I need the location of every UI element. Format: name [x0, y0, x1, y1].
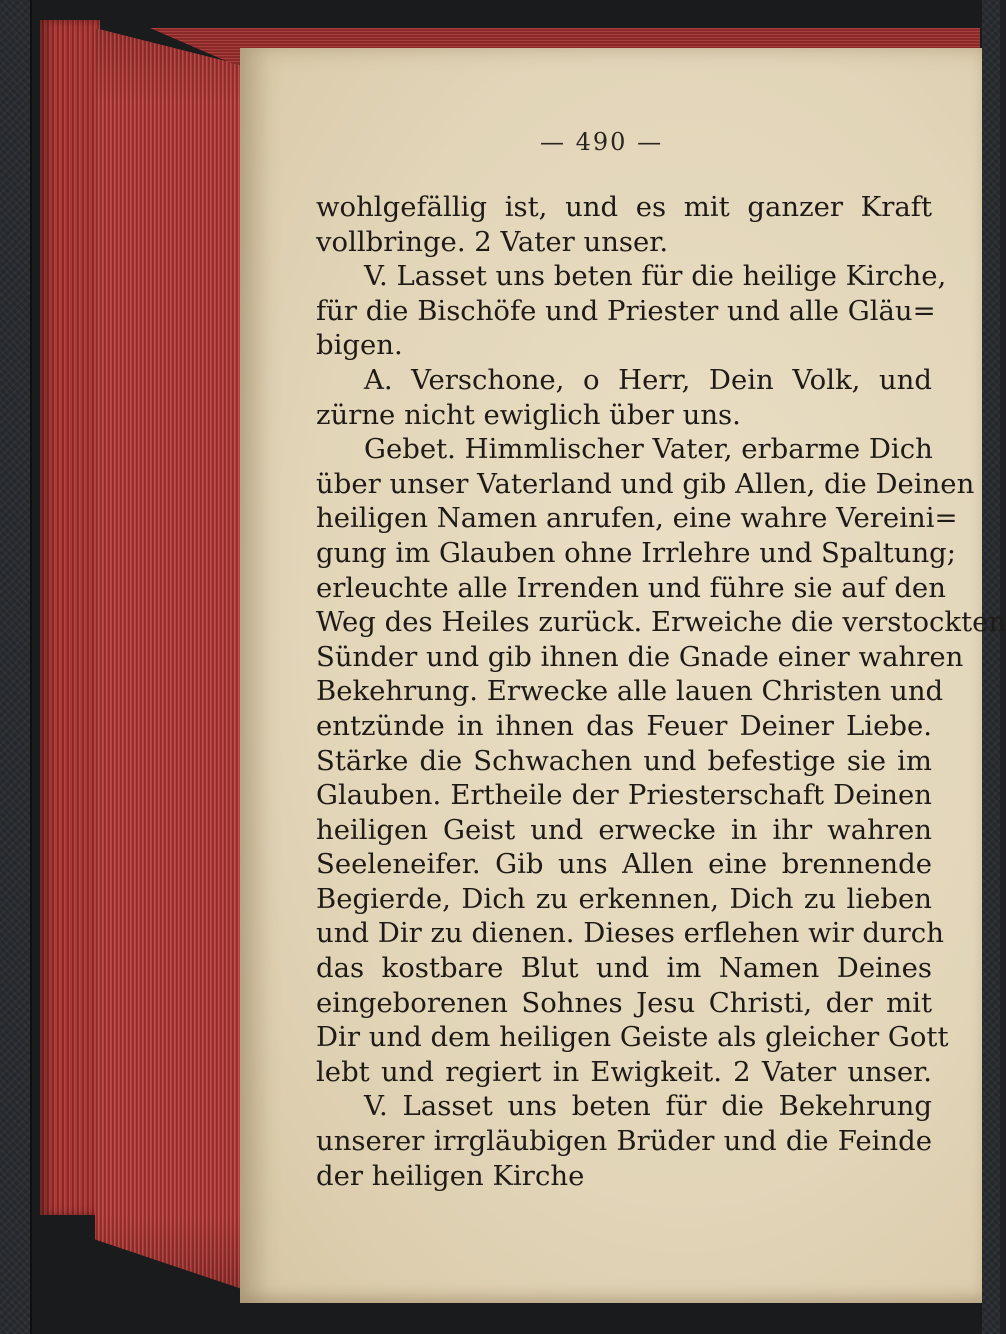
text-line: unserer irrgläubigen Brüder und die Feinde — [316, 1125, 932, 1158]
red-page-edge-stack — [95, 28, 245, 1290]
text-line: für die Bischöfe und Priester und alle Gläu= — [316, 294, 936, 327]
text-line: bigen. — [316, 329, 403, 362]
text-line: und Dir zu dienen. Dieses erflehen wir durch — [316, 917, 944, 950]
page-number: — 490 — — [540, 128, 664, 156]
text-line: Gebet. Himmlischer Vater, erbarme Dich — [364, 433, 933, 466]
text-line: eingeborenen Sohnes Jesu Christi, der mit — [316, 986, 932, 1019]
text-line: Dir und dem heiligen Geiste als gleicher Gott — [316, 1021, 949, 1054]
text-line: Sünder und gib ihnen die Gnade einer wahren — [316, 640, 964, 673]
text-line: A. Verschone, o Herr, Dein Volk, und — [364, 363, 932, 396]
text-line: Bekehrung. Erwecke alle lauen Christen und — [316, 675, 944, 708]
text-line: vollbringe. 2 Vater unser. — [316, 225, 669, 258]
text-line: heiligen Geist und erwecke in ihr wahren — [316, 813, 932, 846]
text-line: Stärke die Schwachen und befestige sie im — [316, 744, 932, 777]
text-line: V. Lasset uns beten für die heilige Kirche, — [364, 260, 947, 293]
text-line: wohlgefällig ist, und es mit ganzer Kraft — [316, 191, 932, 223]
text-line: gung im Glauben ohne Irrlehre und Spaltung; — [316, 536, 957, 569]
text-line: Weg des Heiles zurück. Erweiche die verstockten — [316, 606, 1006, 639]
red-page-edge-left — [40, 20, 100, 1215]
text-line: das kostbare Blut und im Namen Deines — [316, 952, 932, 985]
page-text — [316, 190, 1006, 1193]
text-line: Seeleneifer. Gib uns Allen eine brennende — [316, 848, 932, 881]
text-line: über unser Vaterland und gib Allen, die Deinen — [316, 467, 975, 500]
text-line: lebt und regiert in Ewigkeit. 2 Vater unser. — [316, 1055, 932, 1088]
text-line: erleuchte alle Irrenden und führe sie auf den — [316, 571, 946, 604]
text-line: heiligen Namen anrufen, eine wahre Vereini= — [316, 502, 958, 535]
text-line: entzünde in ihnen das Feuer Deiner Liebe. — [316, 709, 932, 742]
text-line: Begierde, Dich zu erkennen, Dich zu lieben — [316, 882, 932, 915]
text-line: V. Lasset uns beten für die Bekehrung — [364, 1090, 932, 1123]
text-line: zürne nicht ewiglich über uns. — [316, 398, 741, 431]
text-line: der heiligen Kirche — [316, 1159, 585, 1192]
text-line: Glauben. Ertheile der Priesterschaft Deinen — [316, 779, 932, 812]
